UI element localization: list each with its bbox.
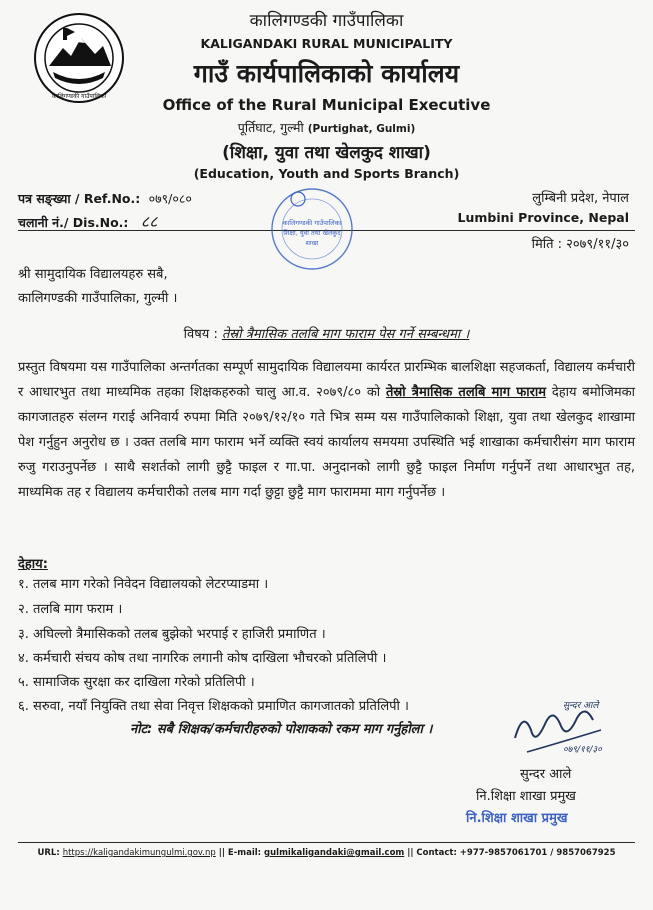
list-item: २. तलबि माग फराम ।	[18, 602, 123, 617]
footer-email-label: || E-mail:	[218, 848, 262, 858]
subject	[0, 324, 653, 342]
handwritten-signature	[505, 690, 615, 770]
location-np: पूर्तिघाट, गुल्मी	[237, 120, 304, 135]
list-item: १. तलब माग गरेको निवेदन विद्यालयको लेटरप्याडमा ।	[18, 577, 269, 592]
list-item: ६. सरुवा, नयाँ नियुक्ति तथा सेवा निवृत्त शिक्षकको प्रमाणित कागजातको प्रतिलिपी ।	[18, 699, 409, 714]
signature-date: ०७९/११/३०	[563, 745, 602, 755]
stamp-line-1: कालिगण्डकी गाउँपालिका	[282, 219, 342, 227]
subject-label: विषय :	[183, 327, 218, 342]
signatory-title: नि.शिक्षा शाखा प्रमुख	[476, 789, 576, 804]
footer-email-link[interactable]: gulmikaligandaki@gmail.com	[264, 848, 405, 858]
branch-name-en: (Education, Youth and Sports Branch)	[193, 166, 460, 181]
letter-date: मिति : २०७९/११/३०	[531, 237, 629, 252]
footer-phone: || Contact: +977-9857061701 / 9857067925	[407, 848, 616, 858]
dis-label: चलानी नं./ Dis.No.:	[18, 215, 129, 230]
ref-value: ०७९/०८०	[148, 191, 192, 206]
province-en: Lumbini Province, Nepal	[457, 210, 629, 225]
stamp-line-3: शाखा	[305, 239, 319, 247]
location-en: (Purtighat, Gulmi)	[307, 123, 416, 135]
subject-text: तेस्रो त्रैमासिक तलबि माग फाराम पेस गर्ने सम्बन्धमा ।	[221, 327, 470, 342]
office-stamp	[268, 185, 356, 273]
ref-label: पत्र सङ्ख्या / Ref.No.:	[18, 191, 141, 206]
recipient-line-1: श्री सामुदायिक विद्यालयहरु सबै,	[18, 267, 168, 282]
note: नोट: सबै शिक्षक/कर्मचारीहरुको पोशाकको रकम माग गर्नुहोला ।	[130, 722, 433, 737]
office-location	[0, 119, 653, 136]
list-item: ४. कर्मचारी संचय कोष तथा नागरिक लगानी कोष दाखिला भौचरको प्रतिलिपी ।	[18, 651, 387, 666]
dispatch-number	[18, 210, 157, 232]
signatory-stamp: नि.शिक्षा शाखा प्रमुख	[466, 811, 568, 826]
office-name-en: Office of the Rural Municipal Executive	[162, 96, 491, 114]
province-np: लुम्बिनी प्रदेश, नेपाल	[532, 191, 629, 206]
signatory-name: सुन्दर आले	[520, 767, 572, 782]
ref-number	[18, 190, 192, 207]
footer-contact	[0, 848, 653, 858]
municipality-name-np: कालिगण्डकी गाउँपालिका	[249, 11, 404, 31]
municipality-name-en: KALIGANDAKI RURAL MUNICIPALITY	[200, 36, 453, 51]
recipient-line-2: कालिगण्डकी गाउँपालिका, गुल्मी ।	[18, 291, 178, 306]
list-item: ३. अघिल्लो त्रैमासिकको तलब बुझेको भरपाई र हाजिरी प्रमाणित ।	[18, 627, 326, 642]
list-heading: देहाय:	[18, 557, 48, 572]
body-part-2: देहाय बमोजिमका कागजातहरु संलग्न गराई अनिवार्य रुपमा मिति २०७९/१२/१० गते भित्र सम्म यस गाउँपालिकाको शिक्षा, युवा तथा खेलकुद शाखामा पेश गर्नुहुन अनुरोध छ । उक्त तलबि माग फाराम भर्ने व्यक्ति स्वयं कार्यालय समयमा उपस्थिति भई शाखाका कर्मचारीसंग माग फाराम रुजु गराउनुपर्नेछ । साथै सशर्तको लागी छुट्टै फाइल र गा.पा. अनुदानको लागी छुट्टै फाइल निर्माण गर्नुपर्ने तथा आधारभुत तह, माध्यमिक तह र विद्यालय कर्मचारीको तलब माग गर्दा छुट्टा छुट्टै माग फाराममा माग गर्नुपर्नेछ ।	[18, 385, 636, 500]
footer-url-label: URL:	[37, 848, 60, 858]
signature-handwriting: सुन्दर आले	[563, 701, 599, 711]
emblem-text: कालिगण्डकी गाउँपालिका	[51, 93, 107, 100]
branch-name-np: (शिक्षा, युवा तथा खेलकुद शाखा)	[222, 143, 431, 163]
body-emphasis: तेस्रो त्रैमासिक तलबि माग फाराम	[385, 385, 547, 400]
stamp-line-2: शिक्षा, युवा तथा खेलकुद	[283, 229, 341, 237]
dis-value: ८८	[140, 212, 158, 231]
list-item: ५. सामाजिक सुरक्षा कर दाखिला गरेको प्रतिलिपी ।	[18, 675, 255, 690]
footer-url-link[interactable]: https://kaligandakimungulmi.gov.np	[62, 848, 216, 858]
office-name-np: गाउँ कार्यपालिकाको कार्यालय	[193, 59, 460, 88]
body-part-1: प्रस्तुत विषयमा यस गाउँपालिका अन्तर्गतका सम्पूर्ण सामुदायिक विद्यालयमा कार्यरत प्रारम्भिक बालशिक्षा सहजकर्ता, विद्यालय कर्मचारी र आधारभुत तथा माध्यमिक तहका शिक्षकहरुको चालु आ.व. २०७९/८० को	[18, 360, 635, 400]
body-paragraph	[18, 355, 635, 505]
footer-divider	[18, 842, 635, 843]
